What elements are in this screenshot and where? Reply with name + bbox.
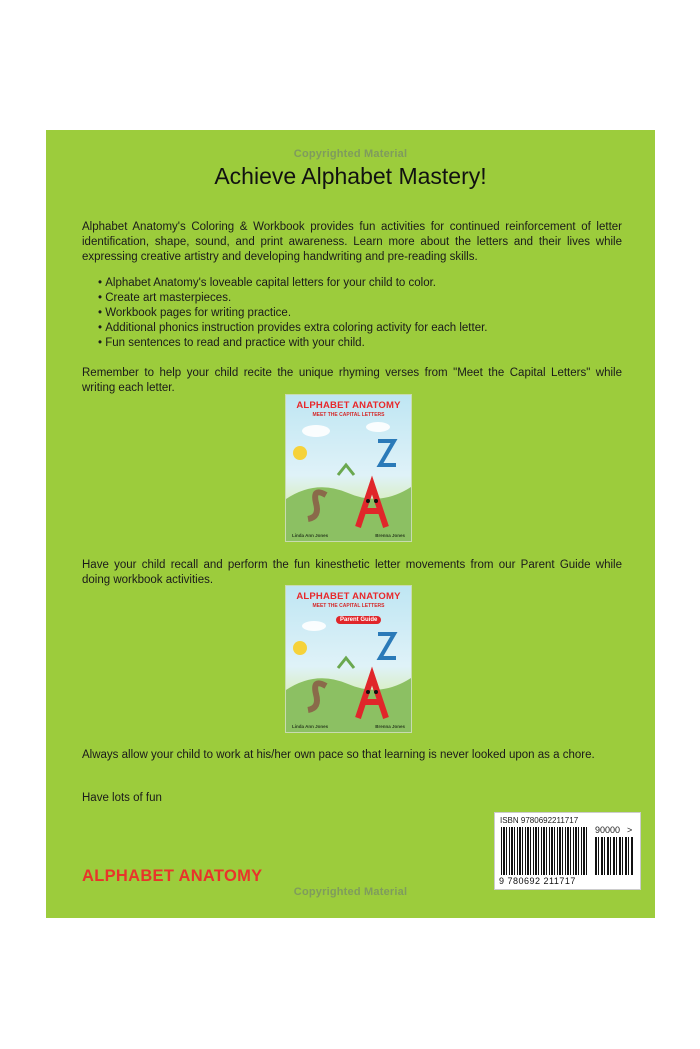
headline: Achieve Alphabet Mastery!	[214, 163, 487, 189]
barcode	[494, 812, 641, 890]
book-title: ALPHABET ANATOMY	[296, 400, 401, 411]
price-code: 90000	[595, 825, 621, 835]
copyright-watermark-top: Copyrighted Material	[293, 148, 408, 160]
book-cover-image	[285, 394, 412, 542]
book-subtitle: MEET THE CAPITAL LETTERS	[312, 412, 385, 418]
author-name: Linda Ann Jones	[292, 724, 329, 729]
list-item: • Workbook pages for writing practice.	[98, 306, 618, 321]
parent-guide-badge: Parent Guide	[336, 616, 381, 624]
letters-illustration	[286, 586, 411, 732]
ean-bars	[501, 827, 587, 875]
price-arrow: >	[627, 825, 633, 835]
book-authors	[292, 533, 405, 538]
brand-name: ALPHABET ANATOMY	[82, 867, 263, 885]
back-cover	[46, 130, 655, 918]
have-fun-text: Have lots of fun	[82, 792, 162, 804]
feature-list	[98, 276, 618, 351]
list-item: • Create art masterpieces.	[98, 291, 618, 306]
letters-illustration	[286, 395, 411, 541]
ean-digits: 9 780692 211717	[499, 876, 576, 886]
author-name: Brenna Jones	[375, 533, 405, 538]
intro-paragraph: Alphabet Anatomy's Coloring & Workbook provides fun activities for continued reinforcement of letter identification, shape, sound, and print awareness. Learn more about the letters and their lives while expressing creative artistry and developing handwriting and pre-reading skills.	[82, 221, 622, 263]
list-item: • Additional phonics instruction provides extra coloring activity for each letter.	[98, 321, 618, 336]
author-name: Linda Ann Jones	[292, 533, 329, 538]
copyright-watermark-bottom: Copyrighted Material	[293, 886, 408, 898]
price-bars	[595, 837, 633, 875]
book-authors	[292, 724, 405, 729]
recall-paragraph: Have your child recall and perform the fun kinesthetic letter movements from our Parent Guide while doing workbook activities.	[82, 559, 622, 586]
isbn-text: ISBN 9780692211717	[500, 816, 579, 825]
list-item: • Alphabet Anatomy's loveable capital letters for your child to color.	[98, 276, 618, 291]
list-item: • Fun sentences to read and practice with your child.	[98, 336, 618, 351]
author-name: Brenna Jones	[375, 724, 405, 729]
always-paragraph: Always allow your child to work at his/her own pace so that learning is never looked upon as a chore.	[82, 749, 595, 761]
book-title: ALPHABET ANATOMY	[296, 591, 401, 602]
parent-guide-cover-image	[285, 585, 412, 733]
book-subtitle: MEET THE CAPITAL LETTERS	[312, 603, 385, 609]
remember-paragraph: Remember to help your child recite the unique rhyming verses from "Meet the Capital Letters" while writing each letter.	[82, 367, 622, 394]
